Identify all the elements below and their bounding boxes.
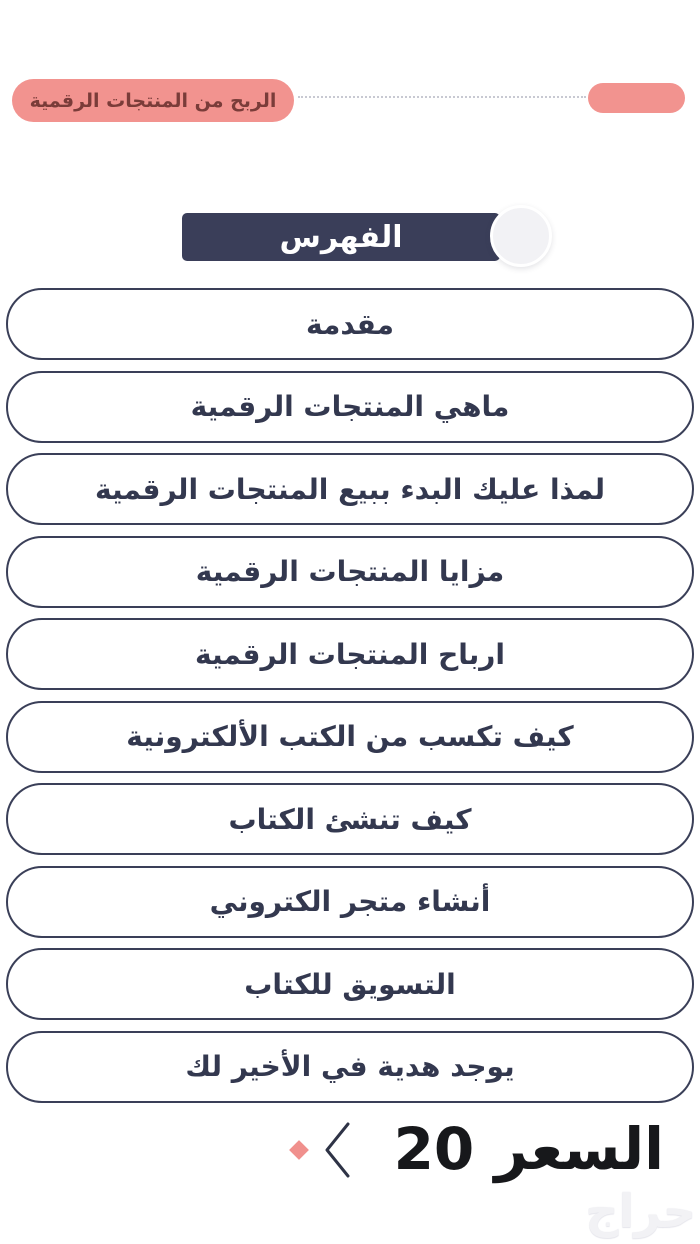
topic-badge: الربح من المنتجات الرقمية [12, 79, 294, 122]
chevron-left-icon [322, 1121, 352, 1179]
toc-item: كيف تنشئ الكتاب [6, 783, 694, 855]
decorative-corner-pill [588, 83, 685, 113]
toc-item: كيف تكسب من الكتب الألكترونية [6, 701, 694, 773]
toc-item: يوجد هدية في الأخير لك [6, 1031, 694, 1103]
price-text: السعر 20 [393, 1115, 664, 1184]
toc-item: مزايا المنتجات الرقمية [6, 536, 694, 608]
toc-item: أنشاء متجر الكتروني [6, 866, 694, 938]
diamond-icon [289, 1140, 309, 1160]
toc-item: لمذا عليك البدء ببيع المنتجات الرقمية [6, 453, 694, 525]
table-of-contents [6, 288, 694, 1103]
header-circle-decoration [490, 205, 552, 267]
index-title: الفهرس [279, 219, 403, 255]
index-title-banner [182, 213, 500, 261]
toc-item: ارباح المنتجات الرقمية [6, 618, 694, 690]
price-row [292, 1110, 664, 1190]
haraj-watermark: حراج [585, 1184, 696, 1238]
toc-item: ماهي المنتجات الرقمية [6, 371, 694, 443]
dotted-connector-line [298, 96, 586, 98]
toc-item: مقدمة [6, 288, 694, 360]
toc-item: التسويق للكتاب [6, 948, 694, 1020]
